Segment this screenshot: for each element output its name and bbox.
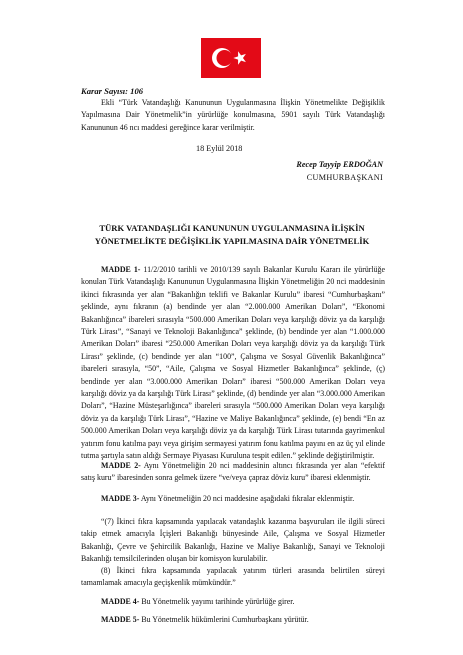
article-3-label: MADDE 3- xyxy=(101,494,140,503)
decision-number: Karar Sayısı: 106 xyxy=(81,86,144,96)
article-3-paragraph-7-text: “(7) İkinci fıkra kapsamında yapılacak vatandaşlık kazanma başvuruları ile ilgili süreci takip etmek amacıyla İçişleri Bakanlığı bünyesinde Aile, Çalışma ve Sosyal Hizmetler Bakanlığı, Çevre ve Şehircilik Bakanlığı, Hazine ve Maliye Bakanlığı, Sanayi ve Teknoloji Bakanlığı temsilcilerinden oluşan bir komisyon kurulabilir. xyxy=(81,517,385,564)
decision-date: 18 Eylül 2018 xyxy=(196,144,243,153)
turkish-flag-icon xyxy=(201,38,261,78)
article-2-text: Aynı Yönetmeliğin 20 nci maddesinin altıncı fıkrasında yer alan “efektif satış kuru” ibaresinden sonra gelmek üzere “ve/veya çapraz döviz kuru” ibaresi eklenmiştir. xyxy=(81,461,385,483)
article-1 xyxy=(81,264,385,463)
article-1-label: MADDE 1- xyxy=(101,265,141,274)
article-5 xyxy=(81,614,385,626)
article-4-text: Bu Yönetmelik yayımı tarihinde yürürlüğe girer. xyxy=(141,597,295,606)
regulation-title: TÜRK VATANDAŞLIĞI KANUNUNUN UYGULANMASINA İLİŞKİN YÖNETMELİKTE DEĞİŞİKLİK YAPILMASINA DAİR YÖNETMELİK xyxy=(94,223,370,246)
article-3-paragraph-8-text: (8) İkinci fıkra kapsamında yapılacak yatırım türleri arasında belirtilen süreyi tamamlamak amacıyla geçişkenlik mümkündür.” xyxy=(81,566,385,588)
article-4-label: MADDE 4- xyxy=(101,597,140,606)
article-1-text: 11/2/2010 tarihli ve 2010/139 sayılı Bakanlar Kurulu Kararı ile yürürlüğe konulan Türk Vatandaşlığı Kanununun Uygulanmasına İlişkin Yönetmeliğin 20 nci maddesinin ikinci fıkrasında yer alan “Bakanlığın teklifi ve Bakanlar Kurulu” ibaresi “Cumhurbaşkanı” şeklinde, aynı fıkranın (a) bendinde yer alan “2.000.000 Amerikan Doları”, “Ekonomi Bakanlığınca” ibareleri sırasıyla “500.000 Amerikan Doları veya karşılığı döviz ya da karşılığı Türk Lirası”, “Sanayi ve Teknoloji Bakanlığınca” şeklinde, (b) bendinde yer alan “1.000.000 Amerikan Doları” ibaresi “250.000 Amerikan Doları veya karşılığı döviz ya da karşılığı Türk Lirası” şeklinde, (c) bendinde yer alan “100”, Çalışma ve Sosyal Güvenlik Bakanlığınca” ibareleri sırasıyla, “50”, “Aile, Çalışma ve Sosyal Hizmetler Bakanlığınca” şeklinde, (ç) bendinde yer alan “3.000.000 Amerikan Doları” ibaresi “500.000 Amerikan Doları veya karşılığı döviz ya da karşılığı Türk Lirası” şeklinde, (d) bendinde yer alan “3.000.000 Amerikan Doları”, “Hazine Müsteşarlığınca” ibareleri sırasıyla “500.000 Amerikan Doları veya karşılığı döviz ya da karşılığı Türk Lirası”, “Hazine ve Maliye Bakanlığınca” şeklinde, (e) bendi “En az 500.000 Amerikan Doları veya karşılığı döviz ya da karşılığı Türk Lirası tutarında gayrimenkul yatırım fonu katılma payı veya girişim sermayesi yatırım fonu katılma payını en az üç yıl elinde tutma şartıyla satın aldığı Sermaye Piyasası Kuruluna tespit edilen.” şeklinde değiştirilmiştir. xyxy=(81,265,385,461)
article-3-text: Aynı Yönetmeliğin 20 nci maddesine aşağıdaki fıkralar eklenmiştir. xyxy=(140,494,355,503)
article-5-label: MADDE 5- xyxy=(101,615,140,624)
preamble-text: Ekli “Türk Vatandaşlığı Kanununun Uygulanmasına İlişkin Yönetmelikte Değişiklik Yapılmasına Dair Yönetmelik”in yürürlüğe konulmasına, 5901 sayılı Türk Vatandaşlığı Kanununun 46 ncı maddesi gereğince karar verilmiştir. xyxy=(81,98,385,132)
article-2 xyxy=(81,460,385,485)
article-5-text: Bu Yönetmelik hükümlerini Cumhurbaşkanı yürütür. xyxy=(141,615,309,624)
article-3-paragraph-7 xyxy=(81,516,385,566)
article-3 xyxy=(81,493,385,505)
article-3-paragraph-8 xyxy=(81,565,385,590)
signer-title: CUMHURBAŞKANI xyxy=(306,173,383,182)
article-4 xyxy=(81,596,385,608)
article-2-label: MADDE 2- xyxy=(101,461,141,470)
signer-name: Recep Tayyip ERDOĞAN xyxy=(296,160,383,169)
